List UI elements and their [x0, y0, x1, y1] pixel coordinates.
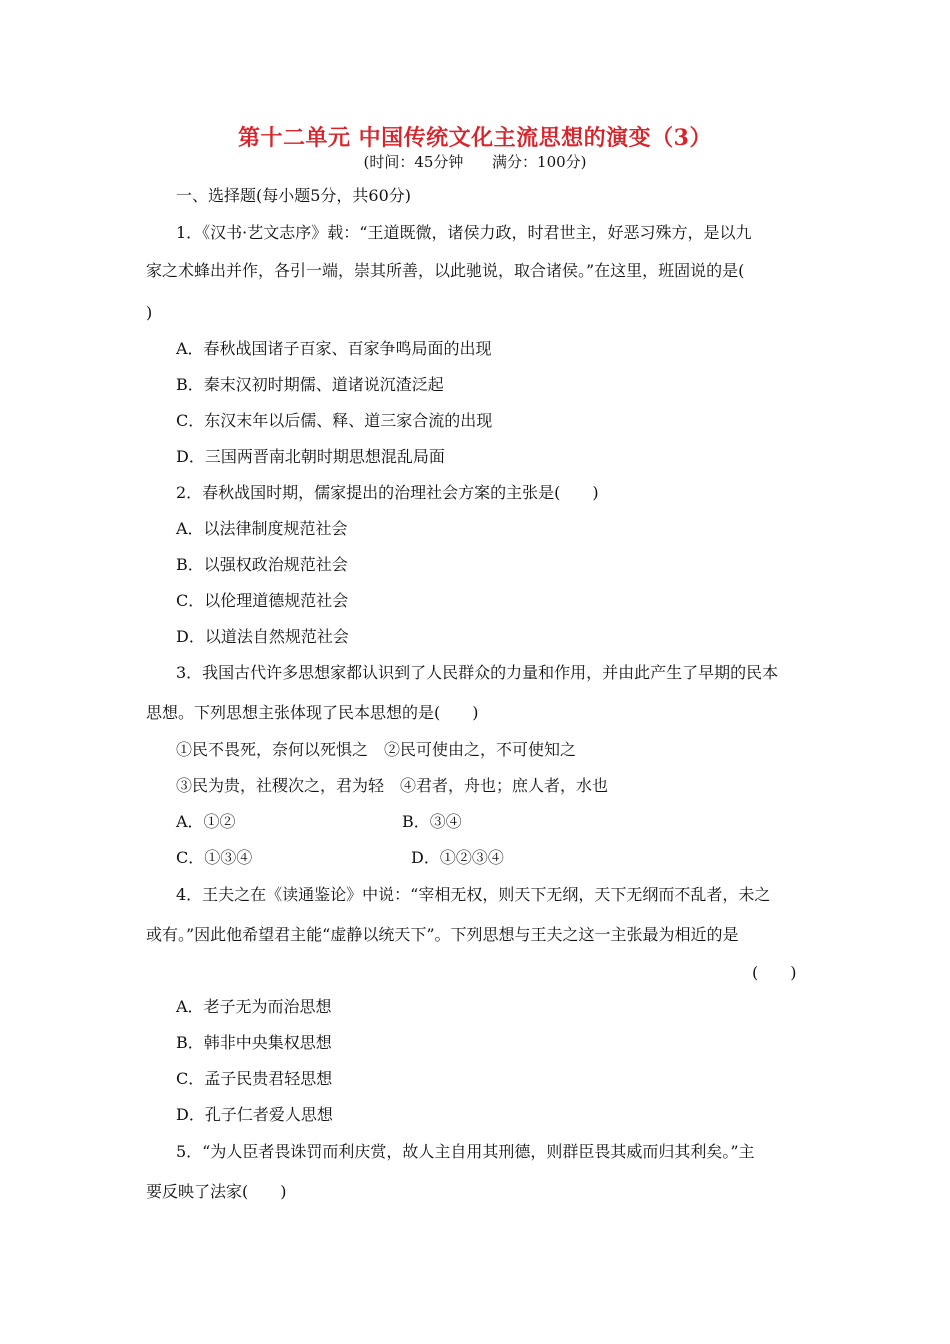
question-2-option: C．以伦理道德规范社会 — [176, 591, 349, 610]
question-4-option: C．孟子民贵君轻思想 — [176, 1069, 333, 1088]
question-3-text: 3．我国古代许多思想家都认识到了人民群众的力量和作用，并由此产生了早期的民本 — [176, 663, 779, 682]
question-4-text: 或有。”因此他希望君主能“虚静以统天下”。下列思想与王夫之这一主张最为相近的是 — [146, 925, 739, 944]
question-1-text: 1．《汉书·艺文志序》载：“王道既微，诸侯力政，时君世主，好恶习殊方，是以九 — [176, 223, 752, 242]
question-1-text: 家之术蜂出并作，各引一端，崇其所善，以此驰说，取合诸侯。”在这里，班固说的是( — [146, 261, 745, 280]
question-5-text: 要反映了法家( ) — [146, 1182, 287, 1201]
question-3-option: D．①②③④ — [411, 848, 504, 867]
question-3-option: C．①③④ — [176, 848, 253, 867]
answer-bracket: ( ) — [752, 963, 797, 982]
question-1-option: D．三国两晋南北朝时期思想混乱局面 — [176, 447, 445, 466]
question-3-statements: ③民为贵，社稷次之，君为轻 ④君者，舟也；庶人者，水也 — [176, 776, 609, 795]
question-3-option: A．①② — [176, 812, 236, 831]
page-title: 第十二单元 中国传统文化主流思想的演变（3） — [238, 125, 712, 151]
question-1-option: B．秦末汉初时期儒、道诸说沉渣泛起 — [176, 375, 444, 394]
question-3-option: B．③④ — [402, 812, 462, 831]
question-3-text: 思想。下列思想主张体现了民本思想的是( ) — [146, 703, 479, 722]
question-4-option: B．韩非中央集权思想 — [176, 1033, 332, 1052]
question-2-option: B．以强权政治规范社会 — [176, 555, 348, 574]
question-1-text: ) — [146, 303, 153, 322]
exam-info: (时间：45分钟 满分：100分) — [363, 153, 587, 171]
section-heading: 一、选择题(每小题5分，共60分) — [176, 186, 412, 205]
question-5-text: 5．“为人臣者畏诛罚而利庆赏，故人主自用其刑德，则群臣畏其威而归其利矣。”主 — [176, 1142, 755, 1161]
question-4-option: D．孔子仁者爱人思想 — [176, 1105, 333, 1124]
question-4-option: A．老子无为而治思想 — [176, 997, 332, 1016]
question-2-text: 2．春秋战国时期，儒家提出的治理社会方案的主张是( ) — [176, 483, 599, 502]
question-1-option: C．东汉末年以后儒、释、道三家合流的出现 — [176, 411, 493, 430]
question-2-option: A．以法律制度规范社会 — [176, 519, 348, 538]
question-4-text: 4．王夫之在《读通鉴论》中说：“宰相无权，则天下无纲，天下无纲而不乱者，未之 — [176, 885, 771, 904]
question-1-option: A．春秋战国诸子百家、百家争鸣局面的出现 — [176, 339, 492, 358]
question-2-option: D．以道法自然规范社会 — [176, 627, 349, 646]
question-3-statements: ①民不畏死，奈何以死惧之 ②民可使由之，不可使知之 — [176, 740, 577, 759]
